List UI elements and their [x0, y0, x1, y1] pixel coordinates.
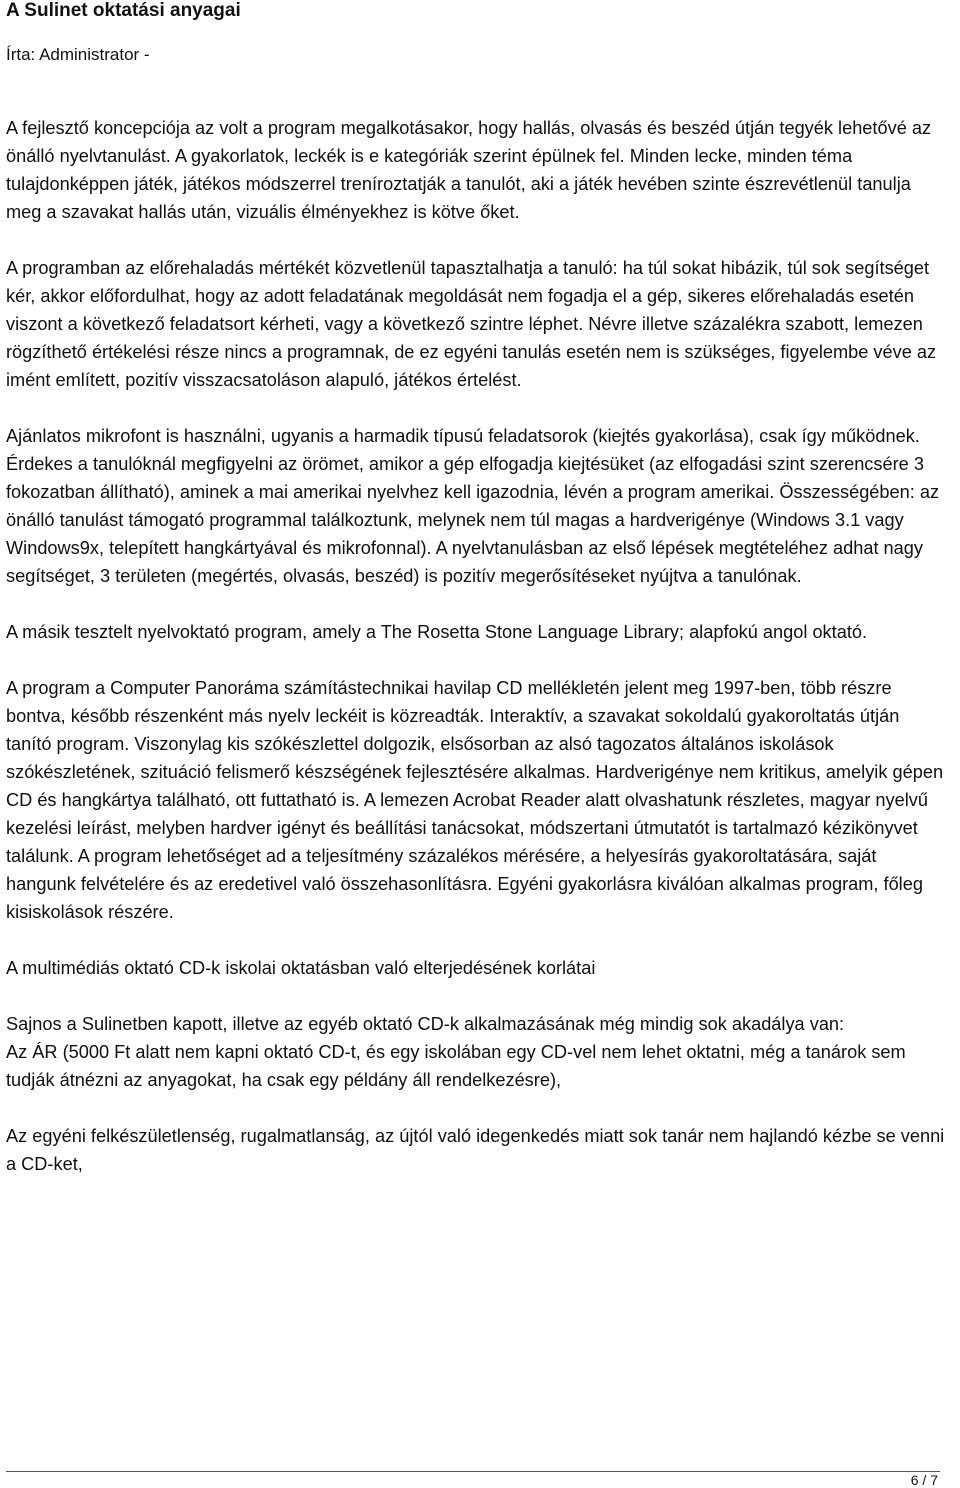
- paragraph-4: A másik tesztelt nyelvoktató program, amely a The Rosetta Stone Language Library; alapfokú angol oktató.: [6, 622, 868, 642]
- footer-divider: [6, 1471, 940, 1472]
- paragraph-2: A programban az előrehaladás mértékét közvetlenül tapasztalhatja a tanuló: ha túl sokat hibázik, túl sok segítséget kér, akkor előfordulhat, hogy az adott feladatának megoldását nem fogadja el a gép, sikeres előrehaladás esetén viszont a következő feladatsort kérheti, vagy a következő szintre léphet. Névre illetve százalékra szabott, lemezen rögzíthető értékelési része nincs a programnak, de ez egyéni tanulás esetén nem is szükséges, figyelembe véve az imént említett, pozitív visszacsatoláson alapuló, játékos értelést.: [6, 258, 937, 390]
- paragraph-3: Ajánlatos mikrofont is használni, ugyanis a harmadik típusú feladatsorok (kiejtés gyakorlása), csak így működnek. Érdekes a tanulóknál megfigyelni az örömet, amikor a gép elfogadja kiejtésüket (az elfogadási szint szerencsére 3 fokozatban állítható), aminek a mai amerikai nyelvhez kell igazodnia, lévén a program amerikai. Összességében: az önálló tanulást támogató programmal találkoztunk, melynek nem túl magas a hardverigénye (Windows 3.1 vagy Windows9x, telepített hangkártyával és mikrofonnal). A nyelvtanulásban az első lépések megtételéhez adhat nagy segítséget, 3 területen (megértés, olvasás, beszéd) is pozitív megerősítéseket nyújtva a tanulónak.: [6, 426, 940, 586]
- document-title: A Sulinet oktatási anyagai: [6, 0, 241, 21]
- article-body: [6, 114, 946, 1206]
- paragraph-8: Az egyéni felkészületlenség, rugalmatlanság, az újtól való idegenkedés miatt sok tanár nem hajlandó kézbe se venni a CD-ket,: [6, 1126, 945, 1174]
- paragraph-1: A fejlesztő koncepciója az volt a program megalkotásakor, hogy hallás, olvasás és beszéd útján tegyék lehetővé az önálló nyelvtanulást. A gyakorlatok, leckék is e kategóriák szerint épülnek fel. Minden lecke, minden téma tulajdonképpen játék, játékos módszerrel treníroztatják a tanulót, aki a játék hevében szinte észrevétlenül tanulja meg a szavakat hallás után, vizuális élményekhez is kötve őket.: [6, 118, 932, 222]
- paragraph-6: Sajnos a Sulinetben kapott, illetve az egyéb oktató CD-k alkalmazásának még mindig sok akadálya van:: [6, 1014, 845, 1034]
- paragraph-5: A program a Computer Panoráma számítástechnikai havilap CD mellékletén jelent meg 1997-ben, több részre bontva, később részenként más nyelv leckéit is közreadták. Interaktív, a szavakat sokoldalú gyakoroltatás útján tanító program. Viszonylag kis szókészlettel dolgozik, elsősorban az alsó tagozatos általános iskolások szókészletének, szituáció felismerő készségének fejlesztésére alkalmas. Hardverigénye nem kritikus, amelyik gépen CD és hangkártya található, ott futtatható is. A lemezen Acrobat Reader alatt olvashatunk részletes, magyar nyelvű kezelési leírást, melyben hardver igényt és beállítási tanácsokat, módszertani útmutatót is tartalmazó kézikönyvet találunk. A program lehetőséget ad a teljesítmény százalékos mérésére, a helyesírás gyakoroltatására, saját hangunk felvételére és az eredetivel való összehasonlításra. Egyéni gyakorlásra kiválóan alkalmas program, főleg kisiskolások részére.: [6, 678, 944, 922]
- document-author: Írta: Administrator -: [6, 45, 150, 64]
- page-header: [6, 0, 946, 66]
- page-number: 6 / 7: [910, 1472, 938, 1488]
- paragraph-7: Az ÁR (5000 Ft alatt nem kapni oktató CD-t, és egy iskolában egy CD-vel nem lehet oktatni, még a tanárok sem tudják átnézni az anyagokat, ha csak egy példány áll rendelkezésre),: [6, 1042, 906, 1090]
- section-heading: A multimédiás oktató CD-k iskolai oktatásban való elterjedésének korlátai: [6, 958, 596, 978]
